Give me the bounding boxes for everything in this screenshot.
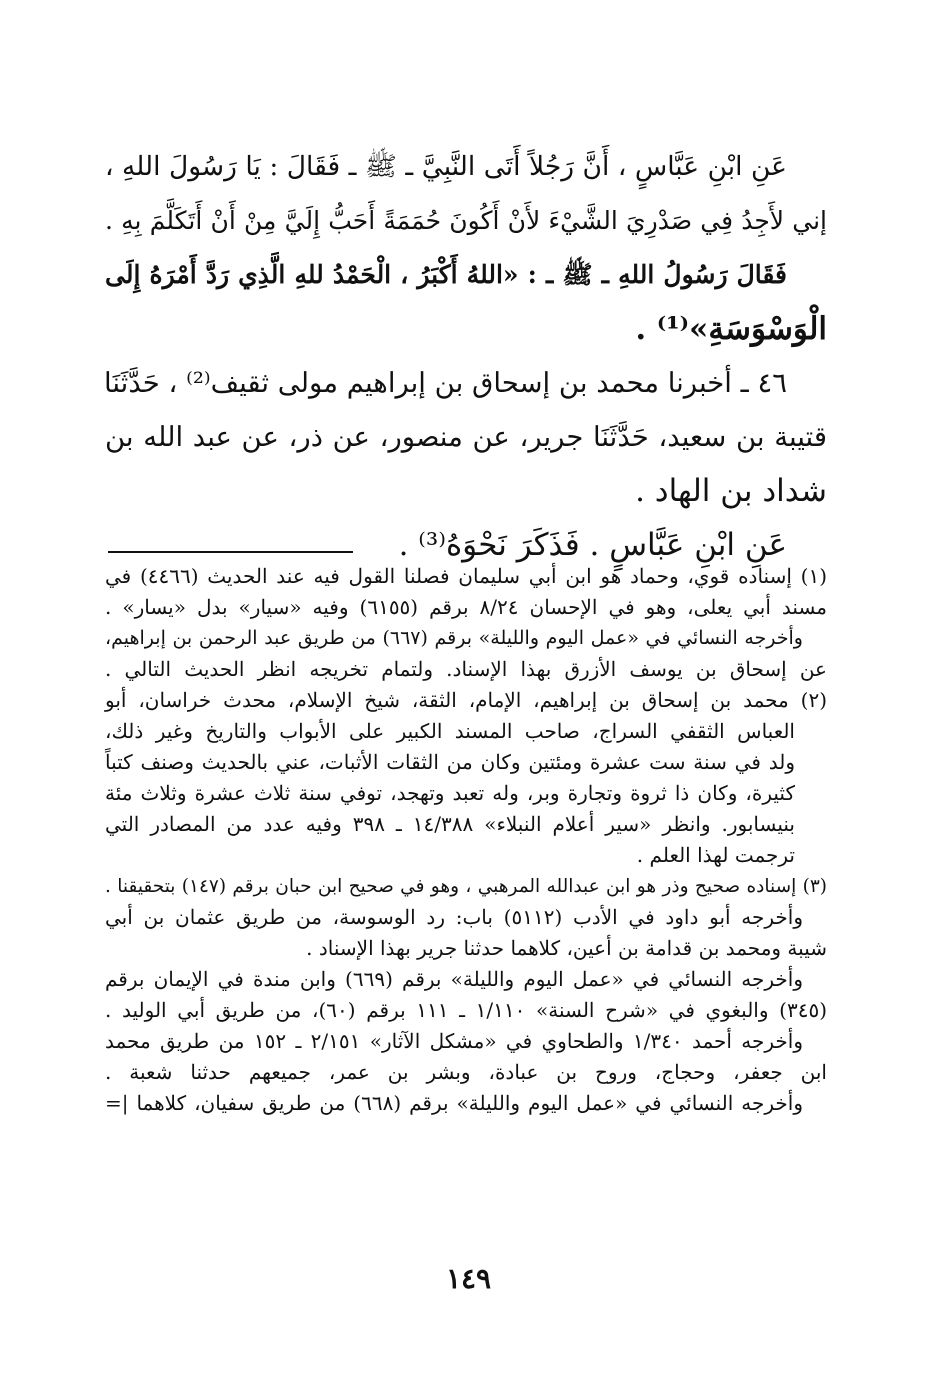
footnote-line: بنيسابور. وانظر «سير أعلام النبلاء» ١٤/٣٨٨ ـ ٣٩٨ وفيه عدد من المصادر التي bbox=[105, 812, 796, 836]
hadith-line: إني لأَجِدُ فِي صَدْرِيَ الشَّيْءَ لأَنْ أَكُونَ حُمَمَةً أَحَبُّ إِلَيَّ مِنْ أَنْ أَتَكَلَّمَ بِهِ . bbox=[105, 206, 827, 235]
footnote-line: (٢) محمد بن إسحاق بن إبراهيم، الإمام، الثقة، شيخ الإسلام، محدث خراسان، أبو bbox=[105, 688, 827, 712]
footnote-line: وأخرجه النسائي في «عمل اليوم والليلة» برقم (٦٦٧) من طريق عبد الرحمن بن إبراهيم، bbox=[105, 627, 803, 649]
footnote-separator bbox=[108, 551, 353, 553]
footnote-line: (١) إسناده قوي، وحماد هو ابن أبي سليمان فصلنا القول فيه عند الحديث (٤٤٦٦) في bbox=[105, 564, 828, 588]
isnad-line: قتيبة بن سعيد، حَدَّثَنَا جرير، عن منصور، عن ذر، عن عبد الله بن bbox=[105, 421, 827, 453]
main-text bbox=[105, 140, 827, 572]
footnote-line: عن إسحاق بن يوسف الأزرق بهذا الإسناد. ولتمام تخريجه انظر الحديث التالي . bbox=[105, 657, 827, 681]
isnad-line: شداد بن الهاد . bbox=[635, 473, 827, 509]
footnote-line: (٣) إسناده صحيح وذر هو ابن عبدالله المرهبي ، وهو في صحيح ابن حبان برقم (١٤٧) بتحقيقنا . bbox=[105, 876, 827, 897]
footnote-line: (٣٤٥) والبغوي في «شرح السنة» ١/١١٠ ـ ١١١ برقم (٦٠)، من طريق أبي الوليد . bbox=[105, 998, 827, 1022]
hadith-line: فَقَالَ رَسُولُ اللهِ ـ ﷺ ـ : «اللهُ أَكْبَرُ ، الْحَمْدُ للهِ الَّذِي رَدَّ أَمْرَهُ إِلَى bbox=[105, 260, 787, 289]
footnote-line: ترجمت لهذا العلم . bbox=[636, 843, 795, 867]
isnad-line: ٤٦ ـ أخبرنا محمد بن إسحاق بن إبراهيم مولى ثقيف⁽²⁾ ، حَدَّثَنَا bbox=[103, 367, 787, 399]
footnote-line: وأخرجه النسائي في «عمل اليوم والليلة» برقم (٦٦٩) وابن مندة في الإيمان برقم bbox=[105, 967, 803, 991]
page-number: ١٤٩ bbox=[445, 1262, 492, 1295]
footnote-line: وأخرجه النسائي في «عمل اليوم والليلة» برقم (٦٦٨) من طريق سفيان، كلاهما |= bbox=[105, 1091, 804, 1115]
footnote-line: ابن جعفر، وحجاج، وروح بن عبادة، وبشر بن عمر، جميعهم حدثنا شعبة . bbox=[105, 1060, 827, 1084]
footnote-line: كثيرة، وكان ذا ثروة وتجارة وبر، وله تعبد وتهجد، توفي سنة ثلاث عشرة وثلاث مئة bbox=[105, 781, 795, 805]
footnotes bbox=[105, 562, 827, 1120]
footnote-line: مسند أبي يعلى، وهو في الإحسان ٨/٢٤ برقم (٦١٥٥) وفيه «سيار» بدل «يسار» . bbox=[105, 595, 827, 619]
hadith-line: الْوَسْوَسَةِ»⁽¹⁾ . bbox=[635, 311, 827, 347]
footnote-line: وأخرجه أبو داود في الأدب (٥١١٢) باب: رد الوسوسة، من طريق عثمان بن أبي bbox=[105, 905, 803, 929]
footnote-line: ولد في سنة ست عشرة ومئتين وكان من الثقات الأثبات، عني بالحديث وصنف كتباً bbox=[105, 750, 795, 774]
footnote-line: شيبة ومحمد بن قدامة بن أعين، كلاهما حدثنا جرير بهذا الإسناد . bbox=[306, 936, 827, 960]
footnote-line: وأخرجه أحمد ١/٣٤٠ والطحاوي في «مشكل الآثار» ٢/١٥١ ـ ١٥٢ من طريق محمد bbox=[105, 1029, 803, 1053]
footnote-line: العباس الثقفي السراج، صاحب المسند الكبير على الأبواب والتاريخ وغير ذلك، bbox=[105, 719, 795, 743]
hadith-line: عَنِ ابْنِ عَبَّاسٍ ، أَنَّ رَجُلاً أَتَى النَّبِيَّ ـ ﷺ ـ فَقَالَ : يَا رَسُولَ اللهِ ، bbox=[105, 151, 787, 182]
hadith-line: عَنِ ابْنِ عَبَّاسٍ . فَذَكَرَ نَحْوَهُ⁽³⁾ . bbox=[398, 527, 787, 563]
